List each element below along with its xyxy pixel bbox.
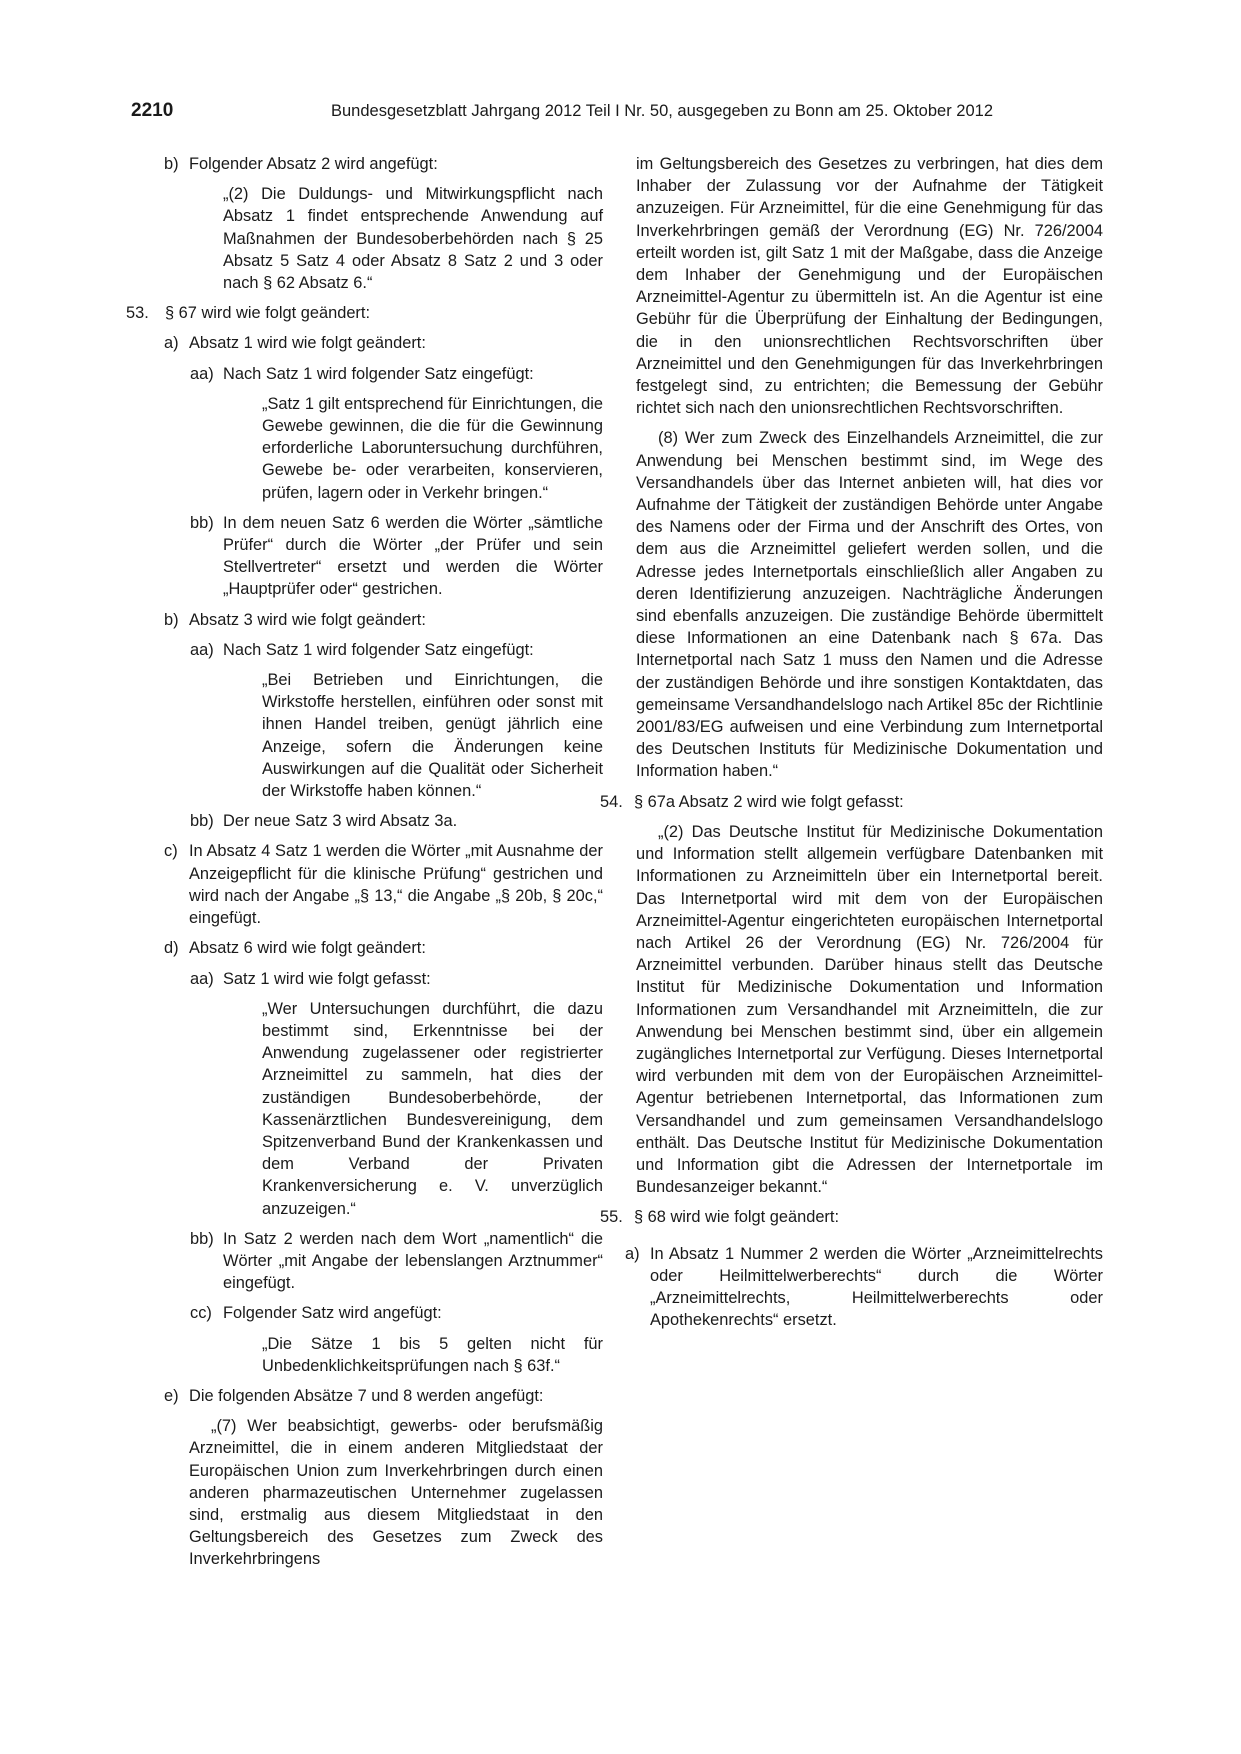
item-text: In Absatz 1 Nummer 2 werden die Wörter „Arzneimittelrechts oder Heilmittelwerberechts“ durch die Wörter „Arzneimittelrechts, Heilmittelwerberechts oder Apothekenrechts“ ersetzt.	[650, 1244, 1103, 1330]
list-item	[126, 302, 603, 324]
item-text: Absatz 1 wird wie folgt geändert:	[189, 334, 426, 353]
item-text: Der neue Satz 3 wird Absatz 3a.	[223, 812, 458, 831]
item-label: a)	[625, 1244, 640, 1263]
list-item	[131, 153, 603, 175]
list-item	[131, 968, 603, 990]
item-text: Absatz 3 wird wie folgt geändert:	[189, 610, 426, 629]
item-label: b)	[164, 610, 179, 629]
list-item	[600, 1206, 1103, 1228]
item-label: d)	[164, 939, 179, 958]
list-item	[131, 639, 603, 661]
list-item	[131, 332, 603, 354]
item-label: e)	[164, 1386, 179, 1405]
item-text: Die folgenden Absätze 7 und 8 werden angefügt:	[189, 1386, 544, 1405]
item-label: aa)	[190, 364, 214, 383]
item-text: § 67a Absatz 2 wird wie folgt gefasst:	[634, 792, 904, 811]
item-label: cc)	[190, 1304, 212, 1323]
item-text: Satz 1 wird wie folgt gefasst:	[223, 969, 431, 988]
item-label: c)	[164, 842, 178, 861]
quoted-text: „(7) Wer beabsichtigt, gewerbs- oder berufsmäßig Arzneimittel, die in einem anderen Mitgliedstaat der Europäischen Union zum Inverkehrbringen durch einen anderen pharmazeutischen Unternehmer zugelassen sind, erstmalig aus diesem Mitgliedstaat in den Geltungsbereich des Gesetzes zum Zweck des Inverkehrbringens	[189, 1417, 603, 1569]
quoted-text: (8) Wer zum Zweck des Einzelhandels Arzneimittel, die zur Anwendung bei Menschen bestimmt sind, im Wege des Versandhandels über das Internet anbieten will, hat dies vor Aufnahme der Tätigkeit der zuständigen Behörde unter Angabe des Namens oder der Firma und der Anschrift des Ortes, von dem aus die Arzneimittel geliefert werden sollen, und die Adresse jedes Internetportals einschließlich aller Angaben zu deren Identifizierung anzuzeigen. Nachträgliche Änderungen sind ebenfalls anzuzeigen. Die zuständige Behörde übermittelt diese Informationen an eine Datenbank nach § 67a. Das Internetportal nach Satz 1 muss den Namen und die Adresse der zuständigen Behörde und ihre sonstigen Kontaktdaten, das gemeinsame Versandhandelslogo nach Artikel 85c der Richtlinie 2001/83/EG aufweisen und eine Verbindung zum Internetportal des Deutschen Instituts für Medizinische Dokumentation und Information haben.“	[636, 429, 1103, 781]
list-item	[600, 791, 1103, 813]
item-label: 53.	[126, 304, 149, 323]
item-text: In Satz 2 werden nach dem Wort „namentlich“ die Wörter „mit Angabe der lebenslangen Arztnummer“ eingefügt.	[223, 1229, 603, 1293]
list-item	[131, 1385, 603, 1407]
item-label: aa)	[190, 640, 214, 659]
list-item	[131, 363, 603, 385]
list-item	[131, 1302, 603, 1324]
item-text: Nach Satz 1 wird folgender Satz eingefügt:	[223, 364, 534, 383]
quoted-text: „(2) Das Deutsche Institut für Medizinische Dokumentation und Information stellt allgemein verfügbare Datenbanken mit Informationen zu Arzneimitteln über ein Internetportal bereit. Das Internetportal wird mit dem von der Europäischen Arzneimittel-Agentur eingerichteten europäischen Internetportal nach Artikel 26 der Verordnung (EG) Nr. 726/2004 für Arzneimittel verbunden. Darüber hinaus stellt das Deutsche Institut für Medizinische Dokumentation und Information Informationen zum Versandhandel mit Arzneimitteln, die zur Anwendung bei Menschen bestimmt sind, über ein allgemein zugängliches Internetportal zur Verfügung. Dieses Internetportal wird verbunden mit dem von der Europäischen Arzneimittel-Agentur betriebenen Internetportal, das Informationen zum Versandhandel und zum gemeinsamen Versandhandelslogo enthält. Das Deutsche Institut für Medizinische Dokumentation und Information gibt die Adressen der Internetportale im Bundesanzeiger bekannt.“	[636, 822, 1103, 1197]
list-item	[131, 840, 603, 929]
item-label: a)	[164, 334, 179, 353]
list-item	[131, 512, 603, 601]
list-item	[131, 1228, 603, 1295]
item-text: Absatz 6 wird wie folgt geändert:	[189, 939, 426, 958]
list-item	[131, 609, 603, 631]
item-label: aa)	[190, 969, 214, 988]
right-column	[600, 153, 1103, 1339]
page-header	[131, 100, 993, 130]
left-column	[126, 153, 603, 1579]
item-text: Folgender Satz wird angefügt:	[223, 1304, 442, 1323]
item-label: bb)	[190, 812, 214, 831]
list-item	[131, 810, 603, 832]
list-item	[600, 1243, 1103, 1332]
item-label: b)	[164, 155, 179, 173]
quoted-text: „(2) Die Duldungs- und Mitwirkungspflicht nach Absatz 1 findet entsprechende Anwendung auf Maßnahmen der Bundesoberbehörden nach § 25 Absatz 5 Satz 4 oder Absatz 8 Satz 2 und 3 oder nach § 62 Absatz 6.“	[223, 185, 603, 293]
item-label: bb)	[190, 513, 214, 532]
list-item	[131, 937, 603, 959]
item-text: Nach Satz 1 wird folgender Satz eingefügt:	[223, 640, 534, 659]
item-text: § 67 wird wie folgt geändert:	[165, 304, 371, 323]
item-label: 54.	[600, 792, 623, 811]
running-head: Bundesgesetzblatt Jahrgang 2012 Teil I Nr. 50, ausgegeben zu Bonn am 25. Oktober 2012	[331, 102, 993, 120]
quoted-text: „Bei Betrieben und Einrichtungen, die Wirkstoffe herstellen, einführen oder sonst mit ihnen Handel treiben, genügt jährlich eine Anzeige, sofern die Änderungen keine Auswirkungen auf die Qualität oder Sicherheit der Wirkstoffe haben können.“	[262, 671, 603, 801]
item-label: bb)	[190, 1229, 214, 1248]
quoted-text: „Die Sätze 1 bis 5 gelten nicht für Unbedenklichkeitsprüfungen nach § 63f.“	[262, 1334, 603, 1375]
item-label: 55.	[600, 1208, 623, 1227]
quoted-text: „Satz 1 gilt entsprechend für Einrichtungen, die Gewebe gewinnen, die die für die Gewinnung erforderliche Laboruntersuchung durchführen, Gewebe be- oder verarbeiten, konservieren, prüfen, lagern oder in Verkehr bringen.“	[262, 394, 603, 502]
item-text: Folgender Absatz 2 wird angefügt:	[189, 155, 438, 173]
item-text: § 68 wird wie folgt geändert:	[634, 1208, 840, 1227]
item-text: In dem neuen Satz 6 werden die Wörter „sämtliche Prüfer“ durch die Wörter „der Prüfer und sein Stellvertreter“ ersetzt und werden die Wörter „Hauptprüfer oder“ gestrichen.	[223, 513, 603, 599]
quoted-text: im Geltungsbereich des Gesetzes zu verbringen, hat dies dem Inhaber der Zulassung vor der Aufnahme der Tätigkeit anzuzeigen. Für Arzneimittel, für die eine Genehmigung für das Inverkehrbringen gemäß der Verordnung (EG) Nr. 726/2004 erteilt worden ist, gilt Satz 1 mit der Maßgabe, dass die Anzeige dem Inhaber der Genehmigung und der Europäischen Arzneimittel-Agentur zu übermitteln ist. An die Agentur ist eine Gebühr für die Überprüfung der Einhaltung der Bedingungen, die in den unionsrechtlichen Rechtsvorschriften über Arzneimittel und den Genehmigungen für das Inverkehrbringen festgelegt sind, zu entrichten; die Bemessung der Gebühr richtet sich nach den unionsrechtlichen Rechtsvorschriften.	[636, 155, 1103, 418]
item-text: In Absatz 4 Satz 1 werden die Wörter „mit Ausnahme der Anzeigepflicht für die klinische Prüfung“ gestrichen und wird nach der Angabe „§ 13,“ die Angabe „§ 20b, § 20c,“ eingefügt.	[189, 842, 603, 928]
page-number: 2210	[131, 100, 174, 121]
quoted-text: „Wer Untersuchungen durchführt, die dazu bestimmt sind, Erkenntnisse bei der Anwendung zugelassener oder registrierter Arzneimittel zu sammeln, hat dies der zuständigen Bundesoberbehörde, der Kassenärztlichen Bundesvereinigung, dem Spitzenverband Bund der Krankenkassen und dem Verband der Privaten Krankenversicherung e. V. unverzüglich anzuzeigen.“	[262, 999, 603, 1218]
